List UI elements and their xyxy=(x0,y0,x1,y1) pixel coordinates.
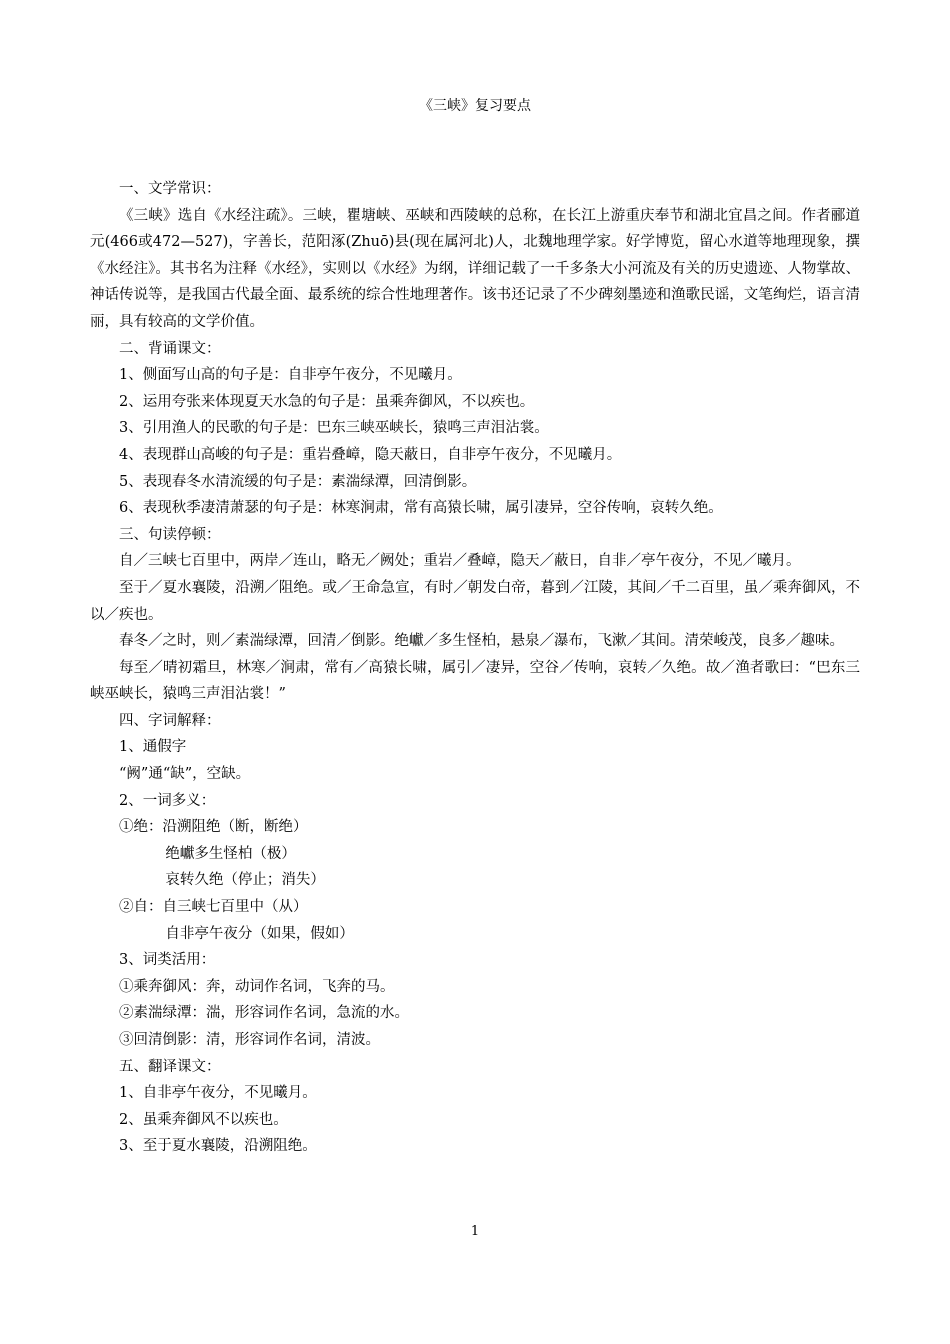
list-item: 1、侧面写山高的句子是：自非亭午夜分，不见曦月。 xyxy=(119,367,462,384)
pause-paragraph: 每至／晴初霜旦，林寒／涧肃，常有／高猿长啸，属引／凄异，空谷／传响，哀转／久绝。故／渔者歌曰：“巴东三峡巫峡长，猿鸣三声泪沾裳！” xyxy=(90,659,860,703)
section-heading-literature: 一、文学常识： xyxy=(119,181,221,197)
list-item: ①乘奔御风：奔，动词作名词，飞奔的马。 xyxy=(119,978,395,995)
list-item: 2、虽乘奔御风不以疾也。 xyxy=(119,1111,288,1128)
subheading-polysemy: 2、一词多义： xyxy=(119,792,216,809)
list-item: 3、至于夏水襄陵，沿溯阻绝。 xyxy=(119,1138,317,1155)
list-item: 3、引用渔人的民歌的句子是：巴东三峡巫峡长，猿鸣三声泪沾裳。 xyxy=(119,420,549,437)
polysemy-item: 绝巘多生怪柏（极） xyxy=(165,845,296,862)
list-item: 1、自非亭午夜分，不见曦月。 xyxy=(119,1085,317,1102)
list-item: 5、表现春冬水清流缓的句子是：素湍绿潭，回清倒影。 xyxy=(119,473,477,490)
polysemy-item: 哀转久绝（停止；消失） xyxy=(165,872,325,889)
section-heading-translation: 五、翻译课文： xyxy=(119,1058,221,1075)
document-body xyxy=(90,176,860,1160)
polysemy-item: ①绝：沿溯阻绝（断，断绝） xyxy=(119,819,308,836)
subheading-tongjia: 1、通假字 xyxy=(119,739,187,756)
list-item: 6、表现秋季凄清萧瑟的句子是：林寒涧肃，常有高猿长啸，属引凄异，空谷传响，哀转久绝。 xyxy=(119,500,723,517)
page-number: 1 xyxy=(470,1224,480,1239)
pause-paragraph: 自／三峡七百里中，两岸／连山，略无／阙处；重岩／叠嶂，隐天／蔽日，自非／亭午夜分，不见／曦月。 xyxy=(119,553,801,570)
pause-paragraph: 春冬／之时，则／素湍绿潭，回清／倒影。绝巘／多生怪柏，悬泉／瀑布，飞漱／其间。清荣峻茂，良多／趣味。 xyxy=(119,633,844,650)
list-item: “阙”通“缺”，空缺。 xyxy=(119,766,251,783)
list-item: ③回清倒影：清，形容词作名词，清波。 xyxy=(119,1032,380,1048)
subheading-word-class: 3、词类活用： xyxy=(119,952,216,969)
polysemy-item: ②自：自三峡七百里中（从） xyxy=(119,899,308,916)
section-heading-recitation: 二、背诵课文： xyxy=(119,340,221,357)
literature-paragraph: 《三峡》选自《水经注疏》。三峡，瞿塘峡、巫峡和西陵峡的总称，在长江上游重庆奉节和湖北宜昌之间。作者郦道元(466或472—527)，字善长，范阳涿(Zhuō)县(现在属河北)人，北魏地理学家。好学博览，留心水道等地理现象，撰《水经注》。其书名为注释《水经》，实则以《水经》为纲，详细记载了一千多条大小河流及有关的历史遗迹、人物掌故、神话传说等，是我国古代最全面、最系统的综合性地理著作。该书还记录了不少碑刻墨迹和渔歌民谣，文笔绚烂，语言清丽，具有较高的文学价值。 xyxy=(90,207,860,330)
list-item: 4、表现群山高峻的句子是：重岩叠嶂，隐天蔽日，自非亭午夜分，不见曦月。 xyxy=(119,446,622,463)
section-heading-vocabulary: 四、字词解释： xyxy=(119,712,221,729)
pause-paragraph: 至于／夏水襄陵，沿溯／阻绝。或／王命急宣，有时／朝发白帝，暮到／江陵，其间／千二百里，虽／乘奔御风，不以／疾也。 xyxy=(90,579,860,623)
section-heading-pauses: 三、句读停顿： xyxy=(119,526,221,543)
list-item: 2、运用夸张来体现夏天水急的句子是：虽乘奔御风，不以疾也。 xyxy=(119,393,535,410)
list-item: ②素湍绿潭：湍，形容词作名词，急流的水。 xyxy=(119,1005,409,1022)
polysemy-item: 自非亭午夜分（如果，假如） xyxy=(165,925,354,942)
page-title: 《三峡》复习要点 xyxy=(419,98,531,114)
